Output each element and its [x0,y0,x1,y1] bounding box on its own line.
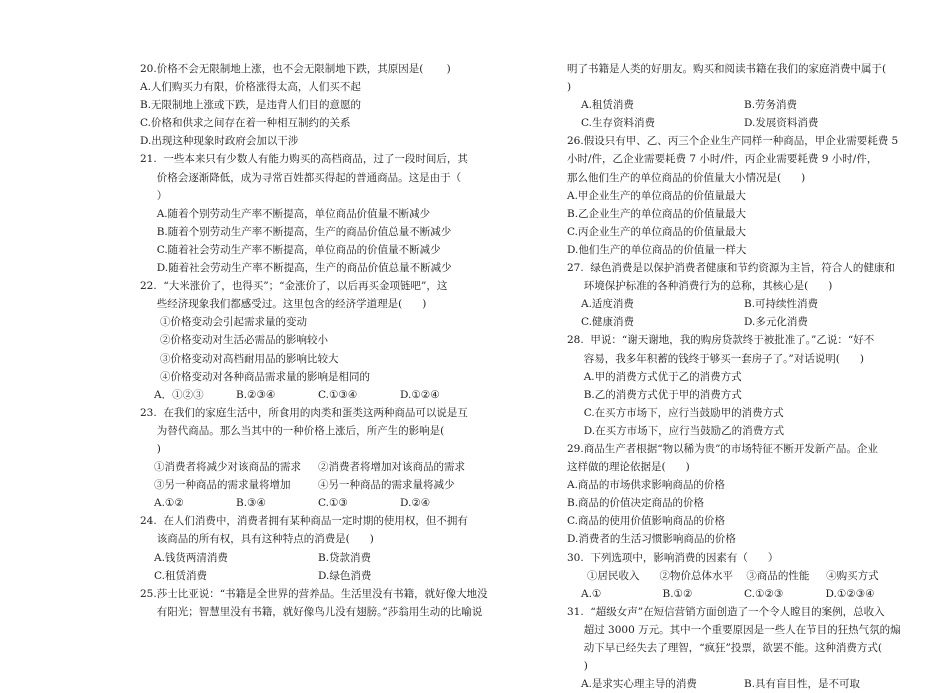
option-item: D.绿色消费 [318,569,372,582]
question-line: C.在买方市场下，应行当鼓励甲的消费方式 [567,406,784,419]
question-line: 超过 3000 万元。其中一个重要原因是一些人在节目的狂热气氛的煽 [567,623,901,636]
question-line: 22. “大米涨价了，也得买”；“金涨价了，以后再买金项链吧”，这 [140,280,448,293]
question-line: ) [140,442,161,455]
option-item: A.钱货两清消费 [154,551,228,564]
question-line: C.随着社会劳动生产率不断提高，单位商品的价值量不断减少 [140,243,441,256]
question-line: ①居民收入 ②物价总体水平 ③商品的性能 ④购买方式 [567,569,879,582]
question-line: 容易，我多年积蓄的钱终于够买一套房子了。”对话说明( ) [567,352,865,365]
question-line: D.随着社会劳动生产率不断提高，生产的商品价值总量不断减少 [140,262,452,275]
question-line: 有阳光；智慧里没有书籍，就好像鸟儿没有翅膀。”莎翁用生动的比喻说 [140,605,483,618]
question-line: D.在买方市场下，应行当鼓励乙的消费方式 [567,424,785,437]
answer-option: D.①②③④ [825,587,875,600]
question-line: ②价格变动对生活必需品的影响较小 [140,334,329,347]
option-item: B.贷款消费 [318,551,372,564]
question-line: 31. “超级女声”在短信营销方面创造了一个令人瞠目的案例，总收入 [567,605,885,618]
option-row [567,96,907,114]
option-item: B.具有盲目性，是不可取 [744,678,861,691]
answer-option: D.①②④ [400,388,440,401]
question-block [140,512,482,584]
question-line: D.出现这种现象时政府会加以干涉 [140,135,299,148]
option-item: B.可持续性消费 [744,298,819,311]
option-item: ①消费者将减少对该商品的需求 [154,461,301,474]
option-row [567,114,907,132]
question-line: 明了书籍是人类的好朋友。购买和阅读书籍在我们的家庭消费中属于( [567,63,887,75]
question-block [567,331,907,440]
option-item: C.健康消费 [581,316,634,329]
question-line: B.随着个别劳动生产率不断提高，生产的商品价值总量不断减少 [140,225,452,238]
question-line: B.乙企业生产的单位商品的价值量最大 [567,207,747,220]
question-block [140,277,482,404]
question-line: A.人们购买力有限，价格涨得太高，人们买不起 [140,81,361,94]
answer-options [140,494,482,512]
question-line: 为替代商品。那么当其中的一种价格上涨后，所产生的影响是( [140,424,445,437]
question-line: ④价格变动对各种商品需求量的影响是相同的 [140,370,371,383]
answer-option: A.①② [154,497,184,510]
answer-option: C.①③④ [318,388,358,401]
question-block [567,60,907,132]
question-block [567,132,907,259]
question-line: B.乙的消费方式优于甲的消费方式 [567,388,742,401]
option-item: D.多元化消费 [744,316,808,329]
question-line: A.随着个别劳动生产率不断提高，单位商品价值量不断减少 [140,207,431,220]
answer-option: B.②③④ [236,388,276,401]
option-item: A.适度消费 [581,298,634,311]
question-block [140,585,488,621]
question-line: B.商品的价值决定商品的价格 [567,497,705,510]
right-column [567,60,907,693]
answer-option: C.①③ [318,497,348,510]
question-line: 些经济现象我们都感受过。这里包含的经济学道理是( ) [140,298,427,311]
question-line: ①价格变动会引起需求量的变动 [140,316,308,329]
question-line: ） [140,189,168,202]
option-row [567,675,907,693]
answer-option: D.②④ [400,497,431,510]
option-row [567,313,907,331]
option-row [140,549,482,567]
option-row [140,476,482,494]
answer-option: C.①②③ [744,587,784,600]
option-item: A.租赁消费 [581,99,634,112]
question-line: D.消费者的生活习惯影响商品的价格 [567,533,736,546]
question-line: 23. 在我们的家庭生活中，所食用的肉类和蛋类这两种商品可以说是互 [140,406,468,419]
question-line: 27. 绿色消费是以保护消费者健康和节约资源为主旨，符合人的健康和 [567,262,895,275]
question-line: 动下早已经失去了理智，“疯狂”投票，欲罢不能。这种消费方式( [567,642,883,654]
question-line: 该商品的所有权，具有这种特点的消费是( ) [140,533,374,546]
question-line: 20.价格不会无限制地上涨，也不会无限制地下跌，其原因是( ) [140,63,451,75]
question-line: 环境保护标准的各种消费行为的总称，其核心是( ) [567,280,833,293]
question-block [140,60,482,150]
question-block [567,440,907,549]
option-item: C.租赁消费 [154,569,207,582]
option-item: A.是求实心理主导的消费 [581,678,697,691]
answer-option: B.①② [662,587,693,600]
question-line: C.商品的使用价值影响商品的价格 [567,515,725,528]
question-line: 21. 一些本来只有少数人有能力购买的高档商品，过了一段时间后，其 [140,153,468,166]
option-item: D.发展资料消费 [744,117,819,130]
question-line: 24. 在人们消费中，消费者拥有某种商品一定时期的使用权，但不拥有 [140,515,468,528]
question-line: A.甲的消费方式优于乙的消费方式 [567,370,742,383]
question-line: B.无限制地上涨或下跌，是违背人们目的意愿的 [140,99,362,112]
question-line: C.丙企业生产的单位商品的价值量最大 [567,225,746,238]
question-line: 29.商品生产者根据“物以稀为贵”的市场特征不断开发新产品。企业 [567,442,878,455]
question-block [567,603,907,693]
question-line: 价格会逐渐降低，成为寻常百姓都买得起的普通商品。这是由于（ [140,171,462,184]
option-item: ③另一种商品的需求量将增加 [154,479,291,492]
question-line: A.甲企业生产的单位商品的价值量最大 [567,189,746,202]
question-line: 这样做的理论依据是( ) [567,461,690,474]
answer-option: A．①②③ [154,388,204,401]
option-row [140,567,482,585]
option-item: ④另一种商品的需求量将减少 [318,479,455,492]
question-line: ③价格变动对高档耐用品的影响比较大 [140,352,339,365]
question-line: A.商品的市场供求影响商品的价格 [567,479,725,492]
left-column [140,60,488,621]
question-line: 小时/件，乙企业需要耗费 7 小时/件，丙企业需要耗费 9 小时/件， [567,153,878,166]
answer-option: A.① [581,587,602,600]
answer-options [140,386,482,404]
question-line: ) [567,660,588,673]
question-line: ) [567,81,572,94]
option-item: B.劳务消费 [744,99,798,112]
question-line: 25.莎士比亚说：“书籍是全世界的营养品。生活里没有书籍，就好像大地没 [140,587,488,600]
question-block [567,259,907,331]
option-item: C.生存资料消费 [581,117,655,130]
question-line: D.他们生产的单位商品的价值量一样大 [567,243,747,256]
question-block [140,404,482,513]
option-row [140,458,482,476]
question-line: 26.假设只有甲、乙、丙三个企业生产同样一种商品，甲企业需要耗费 5 [567,135,899,148]
answer-options [567,585,907,603]
question-line: C.价格和供求之间存在着一种相互制约的关系 [140,117,351,130]
question-line: 28. 甲说：“谢天谢地，我的购房贷款终于被批准了。”乙说：“好不 [567,334,875,347]
answer-option: B.③④ [236,497,266,510]
question-block [140,150,482,277]
question-block [567,549,907,603]
question-line: 那么他们生产的单位商品的价值量大小情况是( ) [567,171,806,184]
question-line: 30. 下列选项中，影响消费的因素有（ ） [567,551,779,564]
option-row [567,295,907,313]
option-item: ②消费者将增加对该商品的需求 [318,461,465,474]
